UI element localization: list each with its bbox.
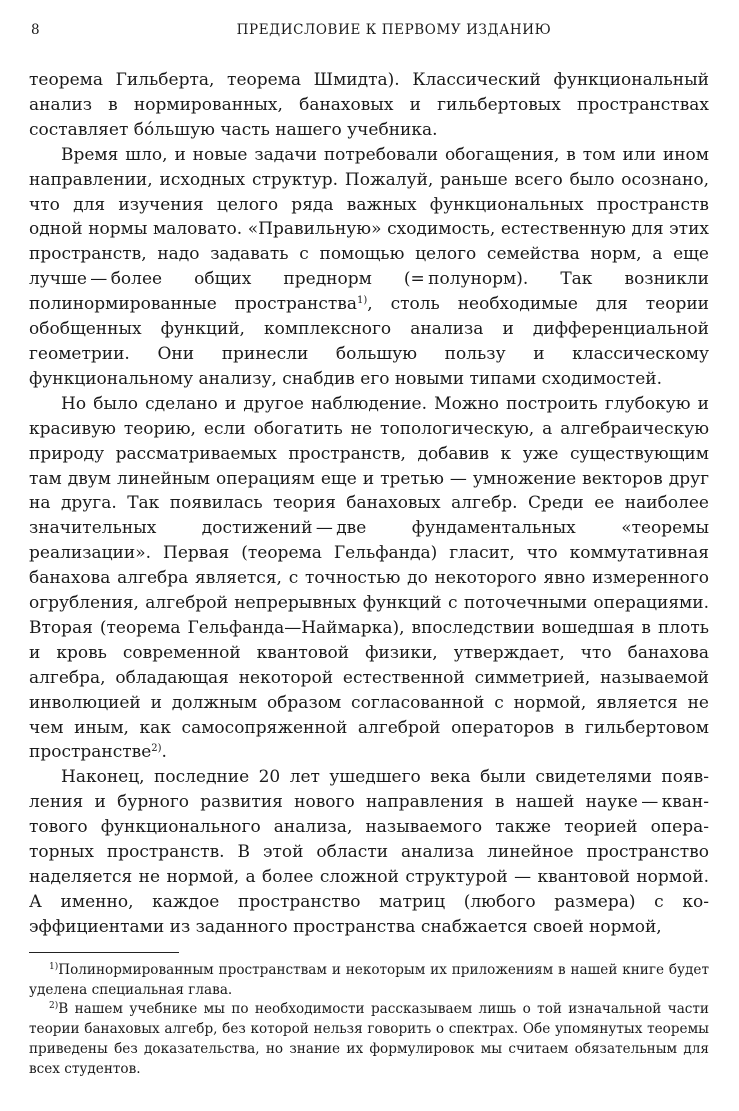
paragraph-1-text: теорема Гильберта, теорема Шмидта). Классический функциональный анализ в нормированных, банаховых и гильбертовых пространствах составляет бóльшую часть нашего учебника. xyxy=(29,70,709,140)
paragraph-2-text-b: , столь необходимые для теории обобщенных функций, комплексного анализа и дифференциальной геометрии. Они принесли большую пользу и классическому функциональному анализу, снабдив его новыми типами сходимостей. xyxy=(29,294,710,389)
running-head xyxy=(29,18,709,46)
footnote-1 xyxy=(29,961,709,1001)
footnote-1-text: Полинормированным пространствам и некоторым их приложениям в нашей книге будет уделена специальная глава. xyxy=(29,961,709,998)
running-title: ПРЕДИСЛОВИЕ К ПЕРВОМУ ИЗДАНИЮ xyxy=(236,22,552,38)
body-text xyxy=(29,68,709,940)
footnote-2-mark: 2) xyxy=(49,1001,59,1012)
footnote-ref-2[interactable]: 2) xyxy=(151,743,162,755)
footnote-1-mark: 1) xyxy=(49,961,59,972)
footnotes xyxy=(29,961,709,1080)
footnote-2 xyxy=(29,1000,709,1079)
paragraph-3-text-b: . xyxy=(161,742,167,763)
book-page xyxy=(29,18,709,1080)
paragraph-4-text: Наконец, последние 20 лет ушедшего века были свидетелями появления и бурного развития нового направления в нашей науке — квантового функционального анализа, называемого также теорией операторных пространств. В этой области анализа линейное пространство наделяется не нормой, а более сложной структурой — квантовой нормой. А именно, каждое пространство матриц (любого размера) с коэффициентами из заданного пространства снабжается своей нормой, xyxy=(29,767,709,937)
paragraph-3-text-a: Но было сделано и другое наблюдение. Можно построить глубокую и красивую теорию, если обогатить не топологическую, а алгебраическую природу рассматриваемых пространств, добавив к уже существующим там двум линейным операциям еще и третью — умножение векторов друг на друга. Так появилась теория банаховых алгебр. Среди ее наиболее значительных достижений — две фундаментальных «теоремы реализации». Первая (теорема Гельфанда) гласит, что коммутативная банахова алгебра является, с точностью до некоторого явно измеренного огрубления, алгеброй непрерывных функций с поточечными операциями. Вторая (теорема Гельфанда—Наймарка), впоследствии вошедшая в плоть и кровь современной квантовой физики, утверждает, что банахова алгебра, обладающая некоторой естественной симметрией, называемой инволюцией и должным образом согласованной с нормой, является не чем иным, как самосопряженной алгеброй операторов в гильбертовом пространстве xyxy=(29,393,709,763)
paragraph-2-text-a: Время шло, и новые задачи потребовали обогащения, в том или ином направлении, исходных структур. Пожалуй, раньше всего было осознано, что для изучения целого ряда важных функциональных пространств одной нормы маловато. «Правильную» сходимость, естественную для этих пространств, надо задавать с помощью целого семейства норм, а еще лучше — более общих преднорм (= полунорм). Так возникли полинормированные пространства xyxy=(29,144,709,315)
paragraph-2 xyxy=(29,143,709,392)
paragraph-3 xyxy=(29,392,709,766)
footnote-ref-1[interactable]: 1) xyxy=(357,295,368,307)
paragraph-4 xyxy=(29,765,709,939)
page-number: 8 xyxy=(31,22,41,38)
footnote-2-text: В нашем учебнике мы по необходимости рассказываем лишь о той изначальной части теории банаховых алгебр, без которой нельзя говорить о спектрах. Обе упомянутых теоремы приведены без доказательства, но знание их формулировок мы считаем обязательным для всех студентов. xyxy=(29,1001,709,1077)
paragraph-1 xyxy=(29,68,709,143)
footnote-divider xyxy=(29,952,179,953)
